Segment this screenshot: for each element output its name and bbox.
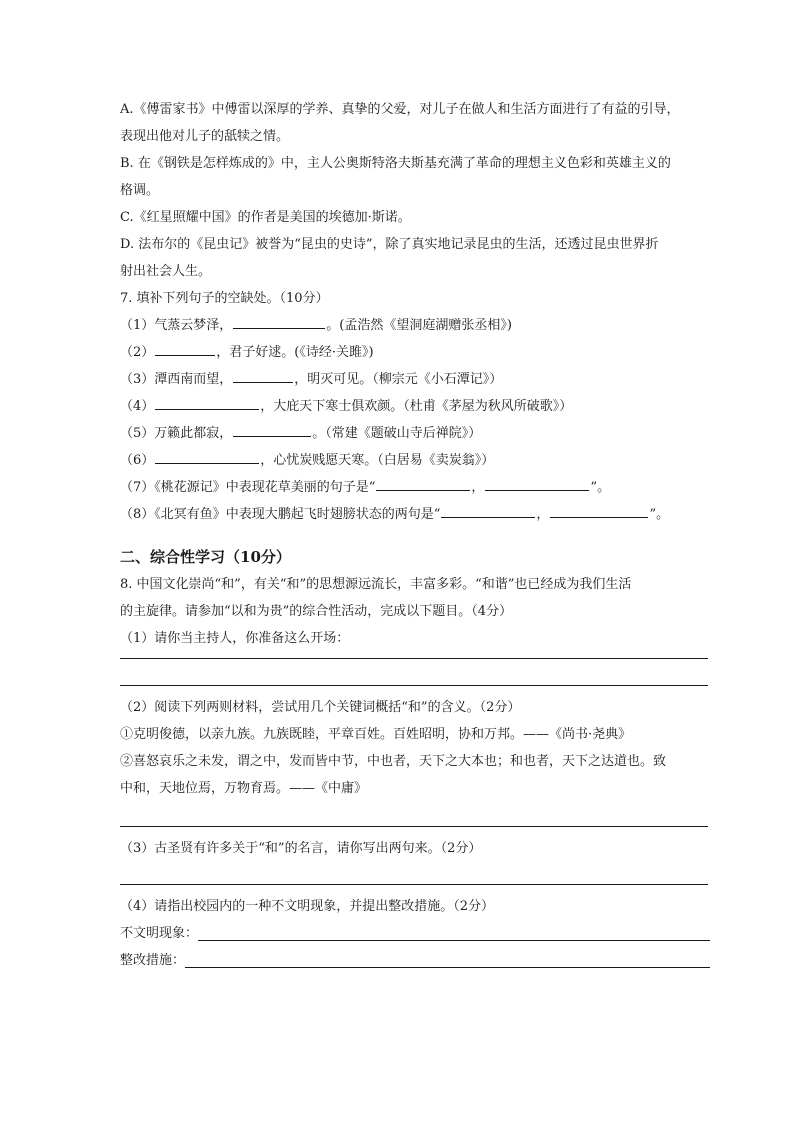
fill-blank[interactable] xyxy=(155,341,215,356)
q8-part2: （2）阅读下列两则材料，尝试用几个关键词概括“和”的含义。（2分） xyxy=(120,700,521,715)
fill-blank[interactable] xyxy=(550,503,648,518)
answer-line[interactable] xyxy=(120,802,708,827)
fill-blank[interactable] xyxy=(155,395,259,410)
fill-blank[interactable] xyxy=(233,368,293,383)
fill-blank[interactable] xyxy=(485,476,589,491)
q7-item-6-suffix: ，心忧炭贱愿天寒。（白居易《卖炭翁》） xyxy=(260,453,495,468)
fill-blank[interactable] xyxy=(376,476,470,491)
q7-item-7-suffix: ”。 xyxy=(590,480,611,495)
q7-item-8-comma: ， xyxy=(536,507,550,522)
q7-item-8-suffix: ”。 xyxy=(649,507,670,522)
option-b-line1: B. 在《钢铁是怎样炼成的》中，主人公奥斯特洛夫斯基充满了革命的理想主义色彩和英雄主义的 xyxy=(120,156,671,171)
q8-line1: 8. 中国文化崇尚“和”，有关“和”的思想源远流长，丰富多彩。“和谐”也已经成为我们生活 xyxy=(120,577,632,592)
material-2-line1: ②喜怒哀乐之未发，谓之中，发而皆中节，中也者，天下之大本也；和也者，天下之达道也。致 xyxy=(120,754,667,769)
q7-item-2-prefix: （2） xyxy=(120,345,155,360)
option-c-line1: C.《红星照耀中国》的作者是美国的埃德加·斯诺。 xyxy=(120,210,411,225)
uncivil-phenomenon-label: 不文明现象： xyxy=(120,926,199,941)
fill-blank[interactable] xyxy=(233,422,311,437)
q7-item-1-prefix: （1）气蒸云梦泽， xyxy=(120,318,233,333)
q7-item-6-prefix: （6） xyxy=(120,453,155,468)
option-d-line2: 射出社会人生。 xyxy=(120,264,212,279)
q7-item-1-suffix: 。(孟浩然《望洞庭湖赠张丞相》) xyxy=(326,318,512,333)
q7-item-4 xyxy=(120,393,710,420)
q7-item-8 xyxy=(120,501,710,528)
rectification-label: 整改措施： xyxy=(120,953,186,968)
material-1: ①克明俊德，以亲九族。九族既睦，平章百姓。百姓昭明，协和万邦。——《尚书·尧典》 xyxy=(120,727,632,742)
q7-item-3-prefix: （3）潭西南而望， xyxy=(120,372,233,387)
uncivil-phenomenon-row xyxy=(120,920,710,947)
q7-item-7 xyxy=(120,474,710,501)
option-d-line1: D. 法布尔的《昆虫记》被誉为“昆虫的史诗”，除了真实地记录昆虫的生活，还透过昆虫世界折 xyxy=(120,237,659,252)
q7-item-4-suffix: ，大庇天下寒士俱欢颜。（杜甫《茅屋为秋风所破歌》） xyxy=(260,399,573,414)
section-2-heading: 二、综合性学习（10分） xyxy=(120,548,291,566)
fill-blank[interactable] xyxy=(155,449,259,464)
fill-blank[interactable] xyxy=(233,314,325,329)
q7-item-3 xyxy=(120,366,710,393)
q7-title: 7. 填补下列句子的空缺处。（10分） xyxy=(120,291,329,306)
answer-line[interactable] xyxy=(120,659,708,686)
material-2-line2: 中和，天地位焉，万物育焉。——《中庸》 xyxy=(120,781,368,796)
q7-item-8-prefix: （8）《北冥有鱼》中表现大鹏起飞时翅膀状态的两句是“ xyxy=(120,507,441,522)
q7-item-7-prefix: （7）《桃花源记》中表现花草美丽的句子是“ xyxy=(120,480,376,495)
exam-page xyxy=(120,96,710,974)
q7-item-5-suffix: 。（常建《题破山寺后禅院》） xyxy=(312,426,482,441)
option-b-line2: 格调。 xyxy=(120,183,160,198)
fill-blank[interactable] xyxy=(441,503,535,518)
q8-part4: （4）请指出校园内的一种不文明现象，并提出整改措施。（2分） xyxy=(120,899,495,914)
q7-item-5-prefix: （5）万籁此都寂， xyxy=(120,426,233,441)
q7-item-2-suffix: ，君子好逑。(《诗经·关雎》) xyxy=(216,345,374,360)
q7-item-2 xyxy=(120,339,710,366)
q7-item-3-suffix: ，明灭可见。（柳宗元《小石潭记》） xyxy=(294,372,503,387)
q7-item-5 xyxy=(120,420,710,447)
rectification-row xyxy=(120,947,710,974)
q7-item-7-comma: ， xyxy=(471,480,485,495)
answer-line[interactable] xyxy=(198,922,710,941)
q7-item-6 xyxy=(120,447,710,474)
q7-item-4-prefix: （4） xyxy=(120,399,155,414)
option-a-line2: 表现出他对儿子的舐犊之情。 xyxy=(120,129,290,144)
q7-item-1 xyxy=(120,312,710,339)
answer-line[interactable] xyxy=(120,862,708,885)
q8-part3: （3）古圣贤有许多关于“和”的名言，请你写出两句来。（2分） xyxy=(120,841,482,856)
q8-line2: 的主旋律。请参加“以和为贵”的综合性活动，完成以下题目。（4分） xyxy=(120,604,513,619)
option-a-line1: A.《傅雷家书》中傅雷以深厚的学养、真挚的父爱，对儿子在做人和生活方面进行了有益的引导， xyxy=(120,102,680,117)
q8-part1: （1）请你当主持人，你准备这么开场： xyxy=(120,631,350,646)
answer-line[interactable] xyxy=(185,949,710,968)
answer-line[interactable] xyxy=(120,652,708,659)
